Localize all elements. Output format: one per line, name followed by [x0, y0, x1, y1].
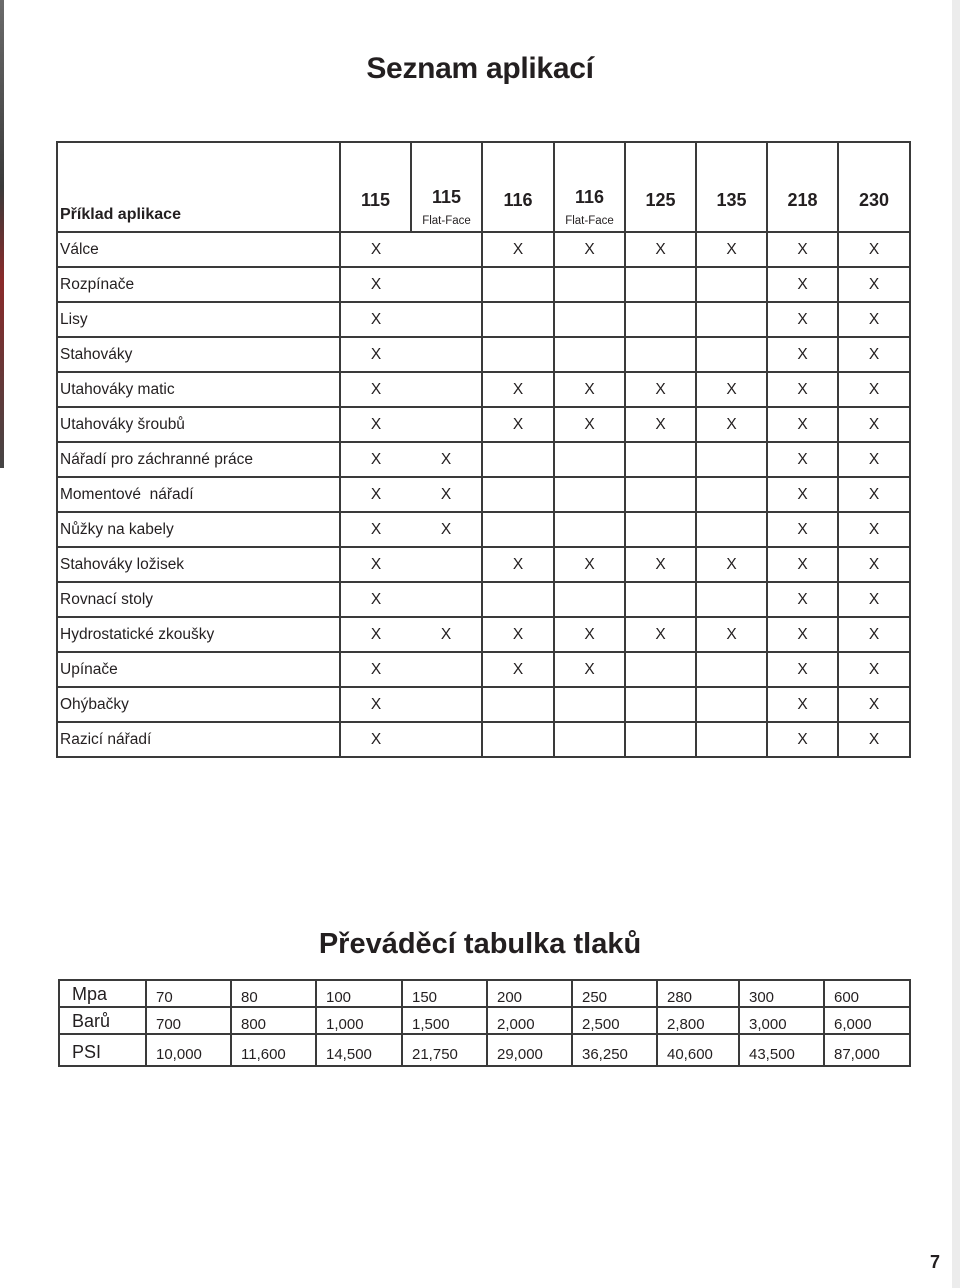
mark-cell [696, 722, 767, 757]
row-label: Momentové nářadí [57, 477, 340, 512]
table-row [57, 477, 910, 512]
column-subtitle: Flat-Face [422, 215, 471, 227]
mark-cell: X [838, 372, 910, 407]
mark-cell: X [340, 267, 411, 302]
mark-cell: X [340, 652, 411, 687]
pressure-value: 1,000 [316, 1007, 402, 1034]
mark-cell [482, 722, 554, 757]
column-header [838, 142, 910, 232]
mark-cell [482, 582, 554, 617]
pressure-value: 2,800 [657, 1007, 739, 1034]
mark-cell [625, 477, 696, 512]
mark-cell [411, 687, 482, 722]
mark-cell: X [838, 302, 910, 337]
column-header [411, 142, 482, 232]
mark-cell [482, 512, 554, 547]
mark-cell: X [767, 722, 838, 757]
pressure-value: 43,500 [739, 1034, 824, 1066]
mark-cell: X [838, 477, 910, 512]
mark-cell [482, 442, 554, 477]
mark-cell [554, 582, 625, 617]
row-label: Hydrostatické zkoušky [57, 617, 340, 652]
mark-cell: X [838, 442, 910, 477]
row-label: Razicí nářadí [57, 722, 340, 757]
pressure-value: 87,000 [824, 1034, 910, 1066]
mark-cell [554, 302, 625, 337]
row-label: Lisy [57, 302, 340, 337]
column-number: 125 [645, 190, 676, 210]
mark-cell: X [340, 302, 411, 337]
mark-cell: X [340, 547, 411, 582]
mark-cell [482, 687, 554, 722]
mark-cell [696, 337, 767, 372]
pressure-value: 40,600 [657, 1034, 739, 1066]
mark-cell [625, 337, 696, 372]
mark-cell: X [625, 617, 696, 652]
mark-cell: X [482, 547, 554, 582]
pressure-value: 2,000 [487, 1007, 572, 1034]
pressure-row-psi [59, 1034, 910, 1066]
mark-cell: X [340, 477, 411, 512]
pressure-value: 300 [739, 980, 824, 1007]
mark-cell [554, 337, 625, 372]
mark-cell: X [625, 547, 696, 582]
mark-cell [625, 267, 696, 302]
mark-cell: X [482, 232, 554, 267]
column-number: 116 [574, 187, 605, 207]
mark-cell [411, 302, 482, 337]
mark-cell [554, 442, 625, 477]
pressure-value: 200 [487, 980, 572, 1007]
mark-cell: X [482, 407, 554, 442]
mark-cell: X [696, 372, 767, 407]
pressure-value: 3,000 [739, 1007, 824, 1034]
mark-cell [625, 582, 696, 617]
mark-cell: X [554, 652, 625, 687]
mark-cell [696, 652, 767, 687]
pressure-value: 600 [824, 980, 910, 1007]
mark-cell [625, 652, 696, 687]
mark-cell [696, 582, 767, 617]
mark-cell: X [838, 232, 910, 267]
mark-cell: X [554, 547, 625, 582]
pressure-value: 800 [231, 1007, 316, 1034]
mark-cell: X [554, 617, 625, 652]
mark-cell: X [411, 512, 482, 547]
mark-cell [554, 477, 625, 512]
mark-cell [411, 582, 482, 617]
mark-cell [696, 687, 767, 722]
mark-cell: X [696, 617, 767, 652]
table-row [57, 617, 910, 652]
column-header [625, 142, 696, 232]
column-number: 230 [858, 190, 890, 210]
pressure-value: 280 [657, 980, 739, 1007]
table-row [57, 232, 910, 267]
pressure-value: 100 [316, 980, 402, 1007]
row-label: Válce [57, 232, 340, 267]
pressure-value: 80 [231, 980, 316, 1007]
mark-cell: X [838, 512, 910, 547]
mark-cell [411, 407, 482, 442]
mark-cell: X [696, 407, 767, 442]
mark-cell [482, 267, 554, 302]
mark-cell: X [838, 407, 910, 442]
mark-cell [482, 337, 554, 372]
mark-cell: X [625, 372, 696, 407]
pressure-value: 29,000 [487, 1034, 572, 1066]
pressure-value: 11,600 [231, 1034, 316, 1066]
pressure-value: 70 [146, 980, 231, 1007]
mark-cell: X [838, 267, 910, 302]
column-header-application: Příklad aplikace [57, 142, 340, 232]
row-label: Rovnací stoly [57, 582, 340, 617]
row-label: Nářadí pro záchranné práce [57, 442, 340, 477]
table-row [57, 442, 910, 477]
column-header [696, 142, 767, 232]
mark-cell: X [340, 687, 411, 722]
column-header [554, 142, 625, 232]
mark-cell: X [767, 407, 838, 442]
pressure-value: 10,000 [146, 1034, 231, 1066]
mark-cell [696, 302, 767, 337]
pressure-table-title: Převáděcí tabulka tlaků [318, 928, 642, 960]
pressure-value: 2,500 [572, 1007, 657, 1034]
column-number: 116 [503, 190, 533, 210]
table-row [57, 512, 910, 547]
mark-cell [625, 442, 696, 477]
mark-cell: X [838, 582, 910, 617]
mark-cell [411, 232, 482, 267]
mark-cell: X [554, 232, 625, 267]
mark-cell: X [838, 337, 910, 372]
mark-cell: X [554, 407, 625, 442]
pressure-value: 36,250 [572, 1034, 657, 1066]
pressure-value: 1,500 [402, 1007, 487, 1034]
unit-label: Mpa [59, 980, 146, 1007]
row-label: Utahováky matic [57, 372, 340, 407]
row-label: Upínače [57, 652, 340, 687]
row-label: Stahováky ložisek [57, 547, 340, 582]
pressure-value: 150 [402, 980, 487, 1007]
table-row [57, 582, 910, 617]
table-row [57, 372, 910, 407]
mark-cell [625, 302, 696, 337]
pressure-row-mpa [59, 980, 910, 1007]
pressure-value: 250 [572, 980, 657, 1007]
mark-cell [411, 337, 482, 372]
unit-label: Barů [59, 1007, 146, 1034]
mark-cell: X [767, 372, 838, 407]
table-row [57, 302, 910, 337]
column-header [482, 142, 554, 232]
mark-cell: X [554, 372, 625, 407]
column-number: 135 [716, 190, 747, 210]
mark-cell: X [340, 442, 411, 477]
mark-cell: X [767, 302, 838, 337]
mark-cell: X [767, 547, 838, 582]
mark-cell: X [340, 337, 411, 372]
pressure-value: 21,750 [402, 1034, 487, 1066]
mark-cell [696, 477, 767, 512]
mark-cell: X [340, 617, 411, 652]
mark-cell: X [482, 372, 554, 407]
mark-cell: X [767, 442, 838, 477]
row-label: Rozpínače [57, 267, 340, 302]
mark-cell: X [340, 512, 411, 547]
mark-cell [554, 267, 625, 302]
table-row [57, 337, 910, 372]
column-number: 115 [431, 187, 462, 207]
column-number: 218 [787, 190, 818, 210]
mark-cell [696, 267, 767, 302]
applications-table [56, 141, 911, 758]
mark-cell: X [340, 407, 411, 442]
mark-cell [554, 722, 625, 757]
applications-header-row [57, 142, 910, 232]
row-label: Utahováky šroubů [57, 407, 340, 442]
page-number: 7 [929, 1252, 940, 1272]
mark-cell: X [696, 232, 767, 267]
mark-cell: X [838, 687, 910, 722]
mark-cell: X [767, 232, 838, 267]
mark-cell: X [340, 232, 411, 267]
mark-cell: X [767, 477, 838, 512]
mark-cell: X [411, 617, 482, 652]
mark-cell [625, 512, 696, 547]
pressure-value: 6,000 [824, 1007, 910, 1034]
pressure-row-bar [59, 1007, 910, 1034]
mark-cell: X [340, 582, 411, 617]
mark-cell: X [340, 372, 411, 407]
mark-cell: X [767, 267, 838, 302]
row-label: Nůžky na kabely [57, 512, 340, 547]
page-title: Seznam aplikací [366, 52, 594, 85]
mark-cell: X [767, 582, 838, 617]
mark-cell: X [411, 477, 482, 512]
table-row [57, 407, 910, 442]
mark-cell [482, 477, 554, 512]
mark-cell: X [625, 232, 696, 267]
pressure-conversion-table [58, 979, 911, 1067]
mark-cell: X [838, 547, 910, 582]
mark-cell: X [340, 722, 411, 757]
mark-cell [411, 652, 482, 687]
table-row [57, 687, 910, 722]
mark-cell [411, 267, 482, 302]
pressure-value: 700 [146, 1007, 231, 1034]
mark-cell: X [838, 722, 910, 757]
table-row [57, 722, 910, 757]
right-edge-decoration [952, 0, 960, 1288]
mark-cell [625, 722, 696, 757]
column-header [767, 142, 838, 232]
table-row [57, 547, 910, 582]
mark-cell [625, 687, 696, 722]
pressure-value: 14,500 [316, 1034, 402, 1066]
mark-cell: X [482, 652, 554, 687]
mark-cell [411, 372, 482, 407]
mark-cell [554, 512, 625, 547]
mark-cell [482, 302, 554, 337]
mark-cell: X [411, 442, 482, 477]
column-header [340, 142, 411, 232]
mark-cell: X [767, 617, 838, 652]
mark-cell [696, 512, 767, 547]
mark-cell: X [767, 652, 838, 687]
mark-cell: X [696, 547, 767, 582]
mark-cell: X [767, 512, 838, 547]
row-label: Stahováky [57, 337, 340, 372]
mark-cell [411, 722, 482, 757]
row-label: Ohýbačky [57, 687, 340, 722]
mark-cell: X [838, 652, 910, 687]
column-subtitle: Flat-Face [565, 215, 614, 227]
mark-cell [411, 547, 482, 582]
table-row [57, 267, 910, 302]
mark-cell: X [767, 337, 838, 372]
mark-cell [554, 687, 625, 722]
unit-label: PSI [59, 1034, 146, 1066]
column-number: 115 [360, 190, 391, 210]
table-row [57, 652, 910, 687]
mark-cell: X [767, 687, 838, 722]
mark-cell: X [838, 617, 910, 652]
mark-cell [696, 442, 767, 477]
mark-cell: X [625, 407, 696, 442]
mark-cell: X [482, 617, 554, 652]
